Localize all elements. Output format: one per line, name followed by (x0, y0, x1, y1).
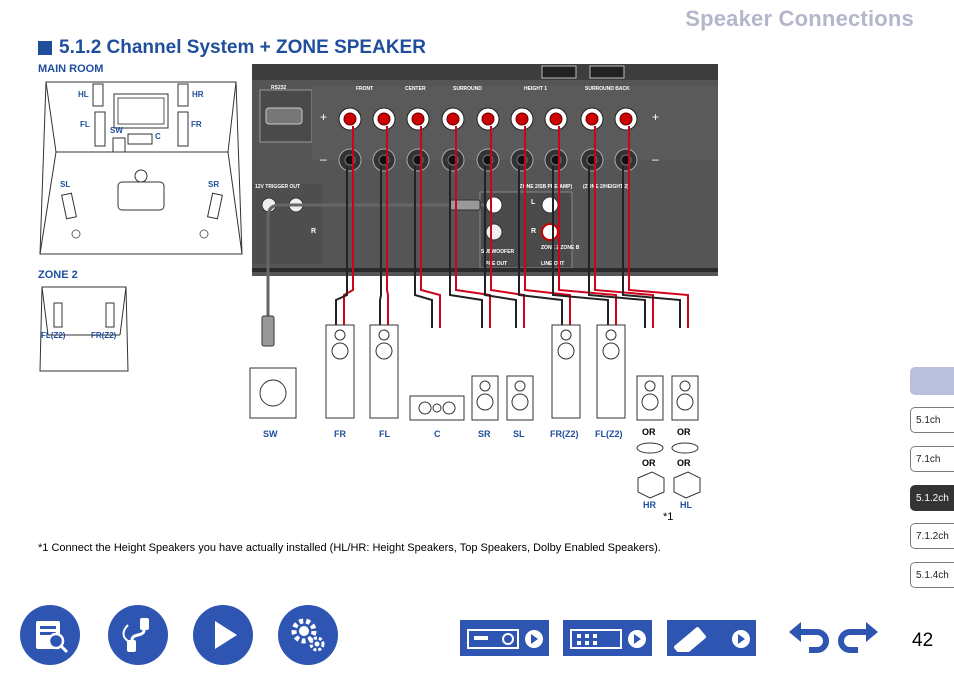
panel-center-label: CENTER (405, 86, 426, 92)
front-left-speaker-woofer (376, 343, 392, 359)
center-tweeter (433, 404, 441, 412)
play-icon (203, 615, 243, 655)
or-mid-1: OR (642, 458, 656, 468)
main-room-c-label: C (155, 132, 161, 141)
footnote-text: *1 Connect the Height Speakers you have actually installed (HL/HR: Height Speakers, Top Speakers, Dolby Enabled Speakers). (38, 542, 661, 554)
height-left-speaker-tweeter (680, 381, 690, 391)
main-room-fl-label: FL (80, 120, 90, 129)
page-number: 42 (912, 630, 934, 651)
zone2-jack-l (542, 197, 558, 213)
terminal-plus-core-8 (620, 113, 632, 125)
panel-height1-label: HEIGHT 1 (524, 86, 548, 92)
receiver-rear-icon (569, 624, 649, 652)
subwoofer-cable (268, 205, 484, 318)
or-top-1: OR (642, 427, 656, 437)
panel-front-label: FRONT (356, 86, 374, 92)
panel-zone2-line-label: ZONE 2 ZONE B (541, 245, 580, 251)
subwoofer-plug-top (450, 200, 480, 210)
panel-rs232-label: RS232 (271, 85, 287, 91)
panel-l-label: L (531, 199, 536, 206)
main-room-hl-label: HL (78, 90, 89, 99)
panel-pre-out-label: PRE OUT (485, 261, 508, 267)
settings-button[interactable] (278, 605, 338, 665)
panel-line-out-label: LINE OUT (541, 261, 565, 267)
conn-label-sr: SR (478, 429, 491, 439)
zone2-label: ZONE 2 (38, 269, 78, 281)
or-top-2: OR (677, 427, 691, 437)
main-room-sw-label: SW (110, 126, 123, 135)
terminal-plus-core-0 (344, 113, 356, 125)
center-driver-l (419, 402, 431, 414)
conn-label-hl: HL (680, 500, 692, 510)
height-left-speaker-woofer (677, 394, 693, 410)
play-button[interactable] (193, 605, 253, 665)
connection-button[interactable] (108, 605, 168, 665)
zone2-front-left-speaker-woofer (603, 343, 619, 359)
tab-7-1ch[interactable]: 7.1ch (910, 446, 954, 472)
tab-5-1-4ch[interactable]: 5.1.4ch (910, 562, 954, 588)
terminal-plus-core-6 (550, 113, 562, 125)
receiver-front-icon (466, 624, 546, 652)
panel-minus-right: – (652, 152, 659, 166)
terminal-plus-core-1 (378, 113, 390, 125)
tab-5-1-2ch[interactable]: 5.1.2ch (910, 485, 954, 511)
ceiling-speaker-right (637, 443, 663, 453)
conn-label-hr: HR (643, 500, 656, 510)
dolby-speaker-left (674, 472, 700, 498)
panel-plus-left: + (320, 110, 328, 124)
center-driver-r (443, 402, 455, 414)
front-right-speaker-woofer (332, 343, 348, 359)
panel-surround-label: SURROUND (453, 86, 482, 92)
front-left-speaker-tweeter (379, 330, 389, 340)
height-right-speaker-tweeter (645, 381, 655, 391)
zone2-front-right-speaker-woofer (558, 343, 574, 359)
subwoofer-jack (486, 197, 502, 213)
main-room-sr-label: SR (208, 180, 220, 189)
page-header-title: Speaker Connections (685, 6, 914, 31)
conn-label-sl: SL (513, 429, 525, 439)
main-room-hr-label: HR (192, 90, 204, 99)
panel-trigger-label: 12V TRIGGER OUT (255, 184, 301, 190)
terminal-plus-core-7 (586, 113, 598, 125)
zone2-front-right-speaker-tweeter (561, 330, 571, 340)
height-right-speaker-woofer (642, 394, 658, 410)
main-room-label: MAIN ROOM (38, 63, 104, 75)
zone2-fl-label: FL(Z2) (41, 331, 66, 340)
connection-icon (118, 615, 158, 655)
terminal-plus-core-5 (516, 113, 528, 125)
conn-label-fr-z2: FR(Z2) (550, 429, 579, 439)
ceiling-speaker-left (672, 443, 698, 453)
conn-label-sw: SW (263, 429, 278, 439)
side-tab-header (910, 367, 954, 395)
front-right-speaker-tweeter (335, 330, 345, 340)
settings-icon (286, 613, 330, 657)
subwoofer-driver (260, 380, 286, 406)
conn-label-fl: FL (379, 429, 390, 439)
surround-right-speaker-tweeter (480, 381, 490, 391)
panel-r-label: R (531, 228, 537, 235)
forward-button[interactable] (838, 618, 880, 663)
panel-zone-preamp-label: (ZONE 2/SB PRE-AMP) (518, 184, 573, 190)
tab-7-1-2ch[interactable]: 7.1.2ch (910, 523, 954, 549)
panel-minus-left: – (320, 152, 327, 166)
manual-icon (30, 615, 70, 655)
zone2-front-left-speaker-tweeter (606, 330, 616, 340)
tab-5-1ch[interactable]: 5.1ch (910, 407, 954, 433)
cable-minus-1 (380, 166, 381, 328)
panel-surround-back-label: SURROUND BACK (585, 86, 630, 92)
dolby-speaker-right (638, 472, 664, 498)
section-title-text: 5.1.2 Channel System + ZONE SPEAKER (59, 37, 426, 58)
footnote-marker: *1 (663, 511, 674, 523)
cable-minus-8 (623, 166, 680, 328)
remote-icon (673, 624, 753, 652)
surround-left-speaker-tweeter (515, 381, 525, 391)
terminal-plus-core-3 (447, 113, 459, 125)
receiver-front-button[interactable] (460, 620, 549, 656)
cable-plus-1 (387, 126, 388, 328)
conn-label-c: C (434, 429, 441, 439)
manual-button[interactable] (20, 605, 80, 665)
zone2-fr-label: FR(Z2) (91, 331, 117, 340)
panel-subwoofer-label: SUBWOOFER (481, 249, 515, 255)
panel-r-label-2: R (311, 228, 317, 235)
terminal-plus-core-4 (482, 113, 494, 125)
back-arrow-icon (787, 618, 829, 658)
terminal-plus-core-2 (412, 113, 424, 125)
forward-arrow-icon (838, 618, 880, 658)
main-room-fr-label: FR (191, 120, 202, 129)
surround-right-speaker-woofer (477, 394, 493, 410)
cable-minus-2 (415, 166, 432, 328)
subwoofer-plug (262, 316, 274, 346)
main-room-sl-label: SL (60, 180, 71, 189)
conn-label-fr: FR (334, 429, 346, 439)
surround-left-speaker-woofer (512, 394, 528, 410)
conn-label-fl-z2: FL(Z2) (595, 429, 623, 439)
remote-button[interactable] (667, 620, 756, 656)
cable-minus-3 (450, 166, 482, 328)
or-mid-2: OR (677, 458, 691, 468)
sw-jack-2 (486, 224, 502, 240)
zone2-jack-r (542, 224, 558, 240)
cable-minus-0 (336, 166, 347, 328)
panel-plus-right: + (652, 110, 660, 124)
receiver-rear-button[interactable] (563, 620, 652, 656)
panel-zone-height-label: (ZONE 2/HEIGHT 2) (583, 184, 629, 190)
back-button[interactable] (787, 618, 829, 663)
